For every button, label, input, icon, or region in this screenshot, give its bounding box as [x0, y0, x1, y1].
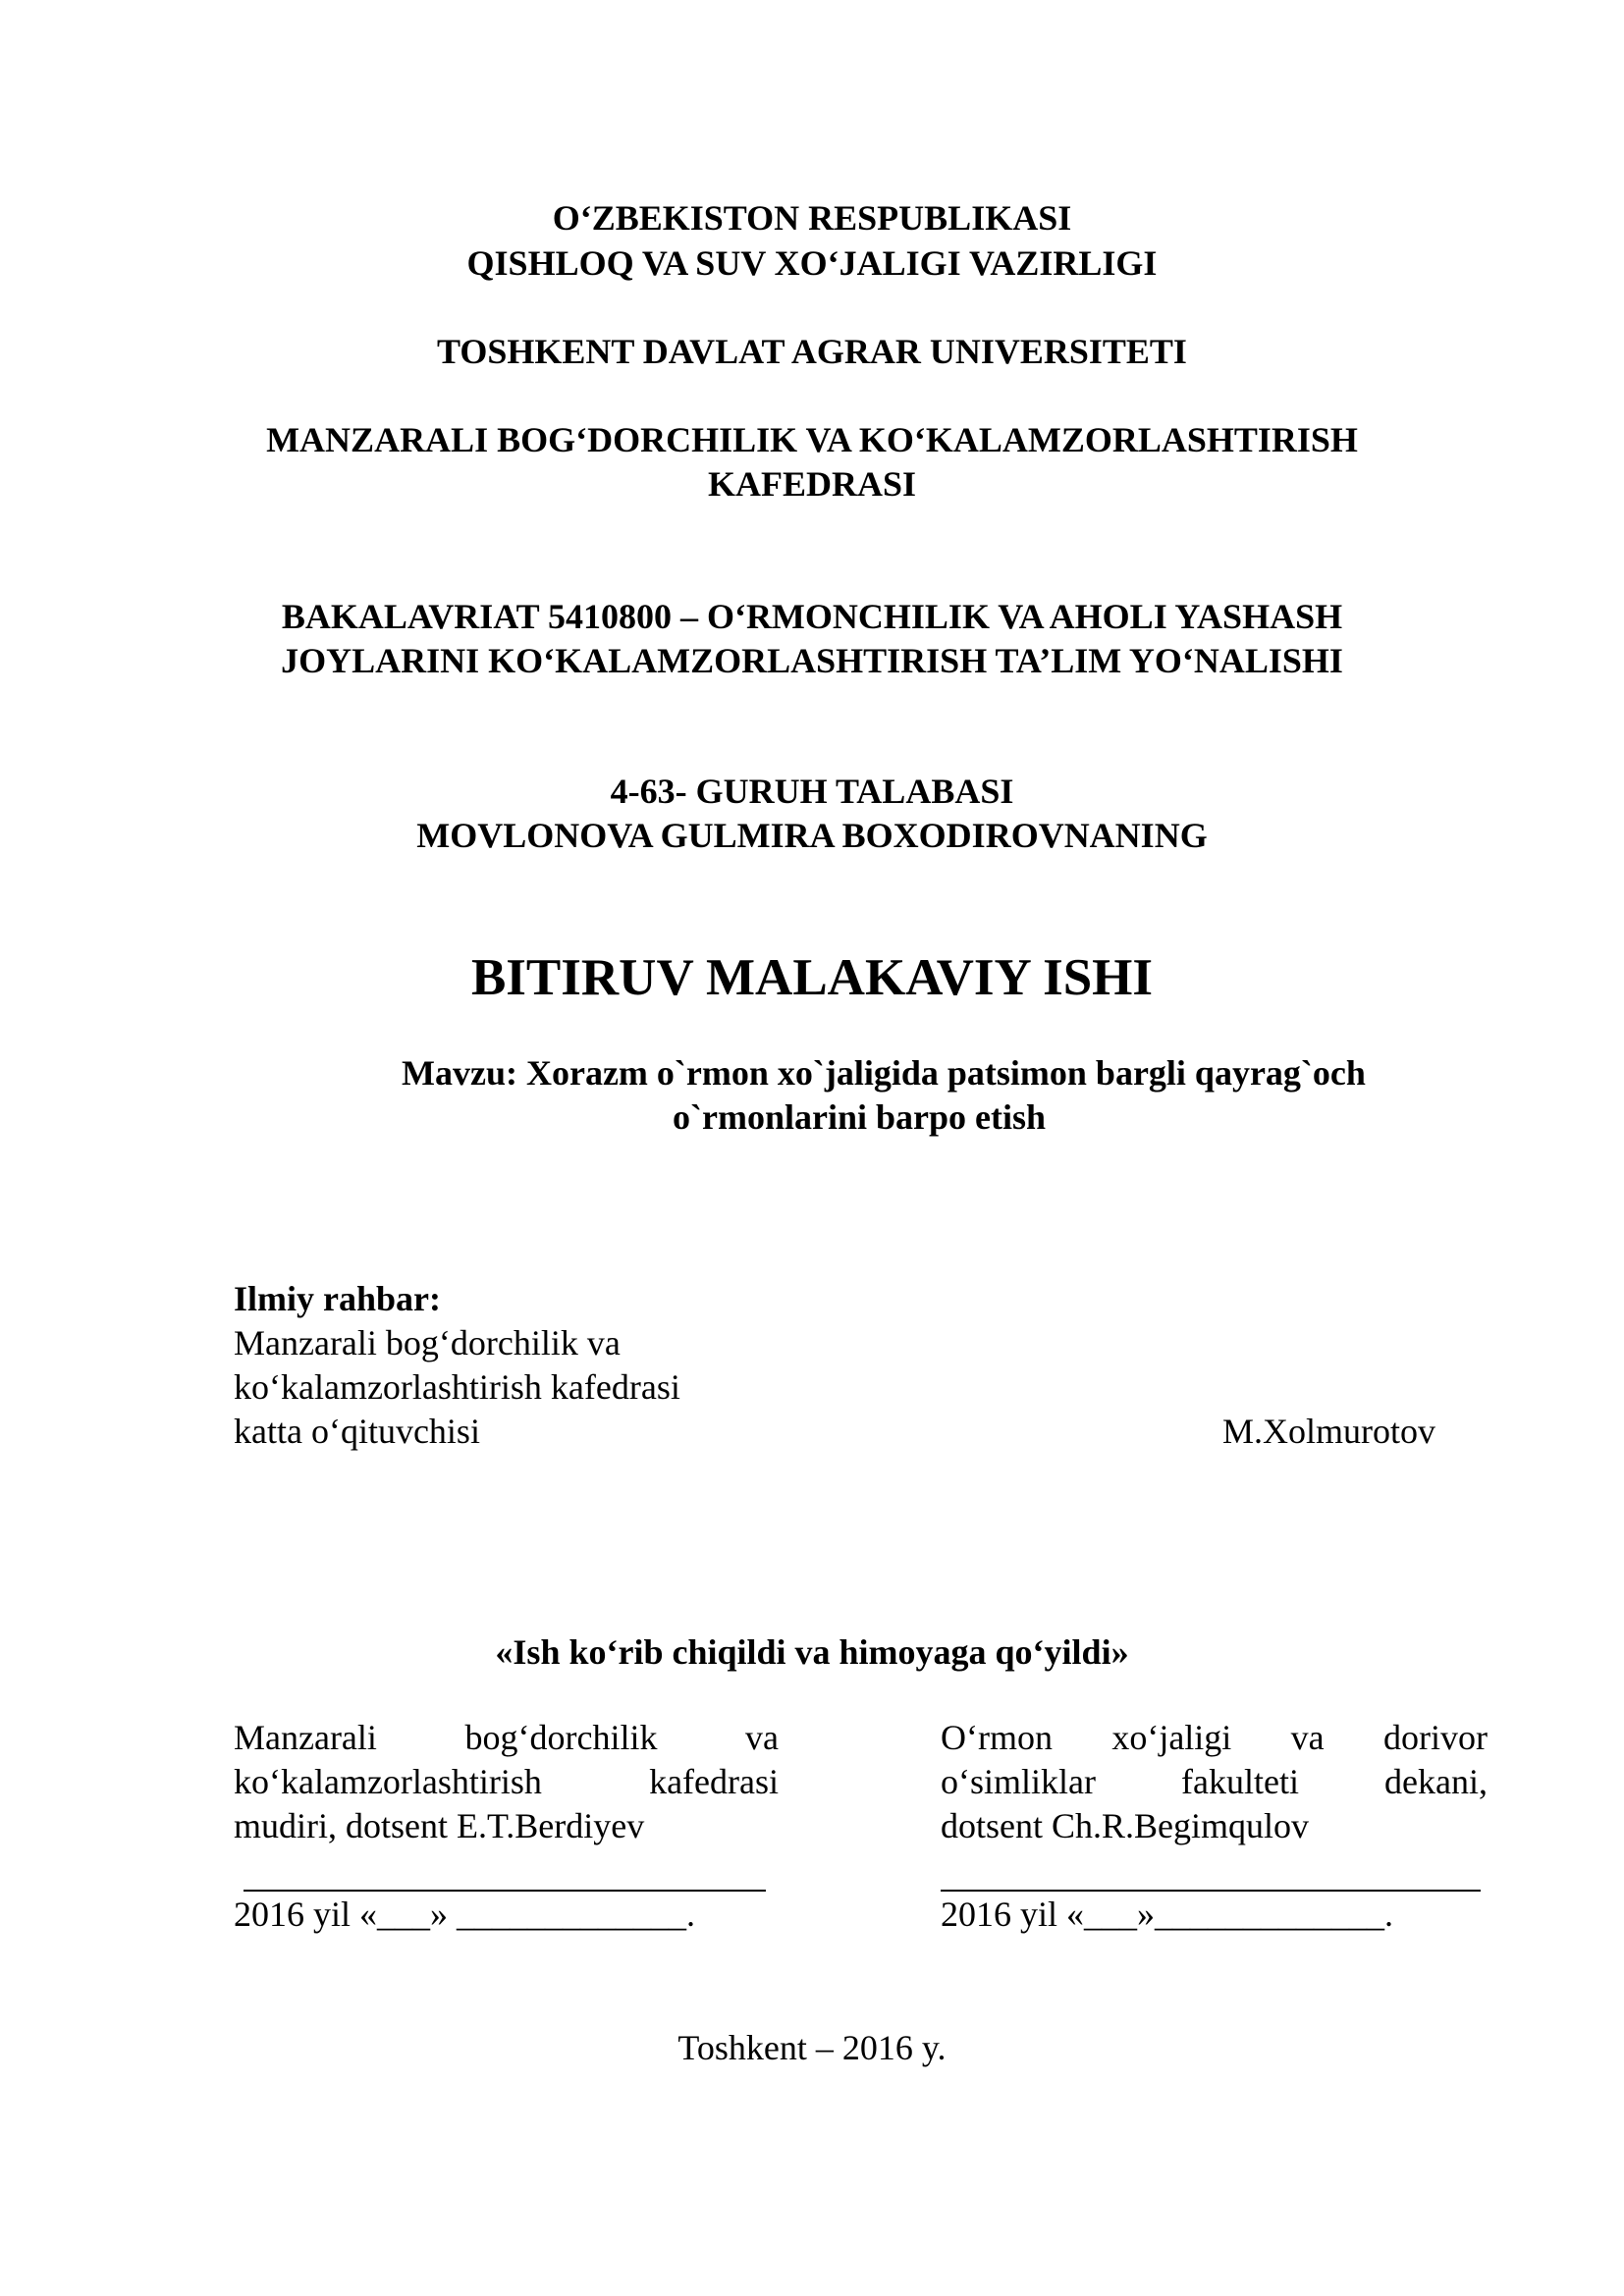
right-signatory-line-1	[941, 1720, 1488, 1755]
left-signatory-line-1	[234, 1720, 779, 1755]
topic-line-2: o`rmonlarini barpo etish	[673, 1097, 1047, 1137]
right-signatory-word: dorivor	[1382, 1718, 1488, 1757]
left-signatory-word: ko‘kalamzorlashtirish	[234, 1762, 542, 1801]
department-line-1: MANZARALI BOG‘DORCHILIK VA KO‘KALAMZORLASHTIRISH	[266, 420, 1358, 459]
place-and-year: Toshkent – 2016 y.	[677, 2028, 947, 2067]
right-signatory-line-2	[941, 1764, 1488, 1799]
right-signature-line	[941, 1890, 1481, 1892]
program-line-1: BAKALAVRIAT 5410800 – O‘RMONCHILIK VA AHOLI YASHASH	[281, 597, 1343, 636]
left-signature-line	[244, 1890, 766, 1892]
right-signatory-word: O‘rmon	[941, 1718, 1053, 1757]
right-date-line: 2016 yil «___»_____________.	[941, 1895, 1394, 1934]
student-group: 4-63- GURUH TALABASI	[610, 772, 1014, 811]
right-signatory-word: o‘simliklar	[941, 1762, 1096, 1801]
left-signatory-word: bog‘dorchilik	[464, 1718, 658, 1757]
right-signatory-word: fakulteti	[1181, 1762, 1299, 1801]
supervisor-label: Ilmiy rahbar:	[234, 1279, 441, 1318]
left-date-line: 2016 yil «___» _____________.	[234, 1895, 696, 1934]
department-line-2: KAFEDRASI	[707, 464, 917, 504]
right-signatory-word: va	[1290, 1718, 1325, 1757]
university-name: TOSHKENT DAVLAT AGRAR UNIVERSITETI	[437, 332, 1187, 371]
ministry-name: QISHLOQ VA SUV XO‘JALIGI VAZIRLIGI	[466, 243, 1158, 283]
review-heading: «Ish ko‘rib chiqildi va himoyaga qo‘yildi»	[495, 1632, 1129, 1672]
left-signatory-word: Manzarali	[234, 1718, 377, 1757]
left-signatory-line-3: mudiri, dotsent E.T.Berdiyev	[234, 1806, 645, 1845]
right-signatory-line-3: dotsent Ch.R.Begimqulov	[941, 1806, 1310, 1845]
topic-line-1: Mavzu: Xorazm o`rmon xo`jaligida patsimon bargli qayrag`och	[402, 1053, 1366, 1093]
supervisor-position: katta o‘qituvchisi	[234, 1412, 480, 1451]
program-line-2: JOYLARINI KO‘KALAMZORLASHTIRISH TA’LIM YO‘NALISHI	[281, 641, 1343, 680]
student-name: MOVLONOVA GULMIRA BOXODIROVNANING	[416, 816, 1208, 855]
supervisor-dept-line-2: ko‘kalamzorlashtirish kafedrasi	[234, 1367, 680, 1407]
supervisor-dept-line-1: Manzarali bog‘dorchilik va	[234, 1323, 621, 1362]
right-signatory-word: xo‘jaligi	[1111, 1718, 1232, 1757]
ministry-country: O‘ZBEKISTON RESPUBLIKASI	[552, 198, 1072, 238]
left-signatory-word: va	[745, 1718, 779, 1757]
left-signatory-word: kafedrasi	[649, 1762, 779, 1801]
supervisor-name: M.Xolmurotov	[1221, 1412, 1435, 1451]
document-title: BITIRUV MALAKAVIY ISHI	[470, 949, 1154, 1006]
right-signatory-word: dekani,	[1384, 1762, 1488, 1801]
left-signatory-line-2	[234, 1764, 779, 1799]
